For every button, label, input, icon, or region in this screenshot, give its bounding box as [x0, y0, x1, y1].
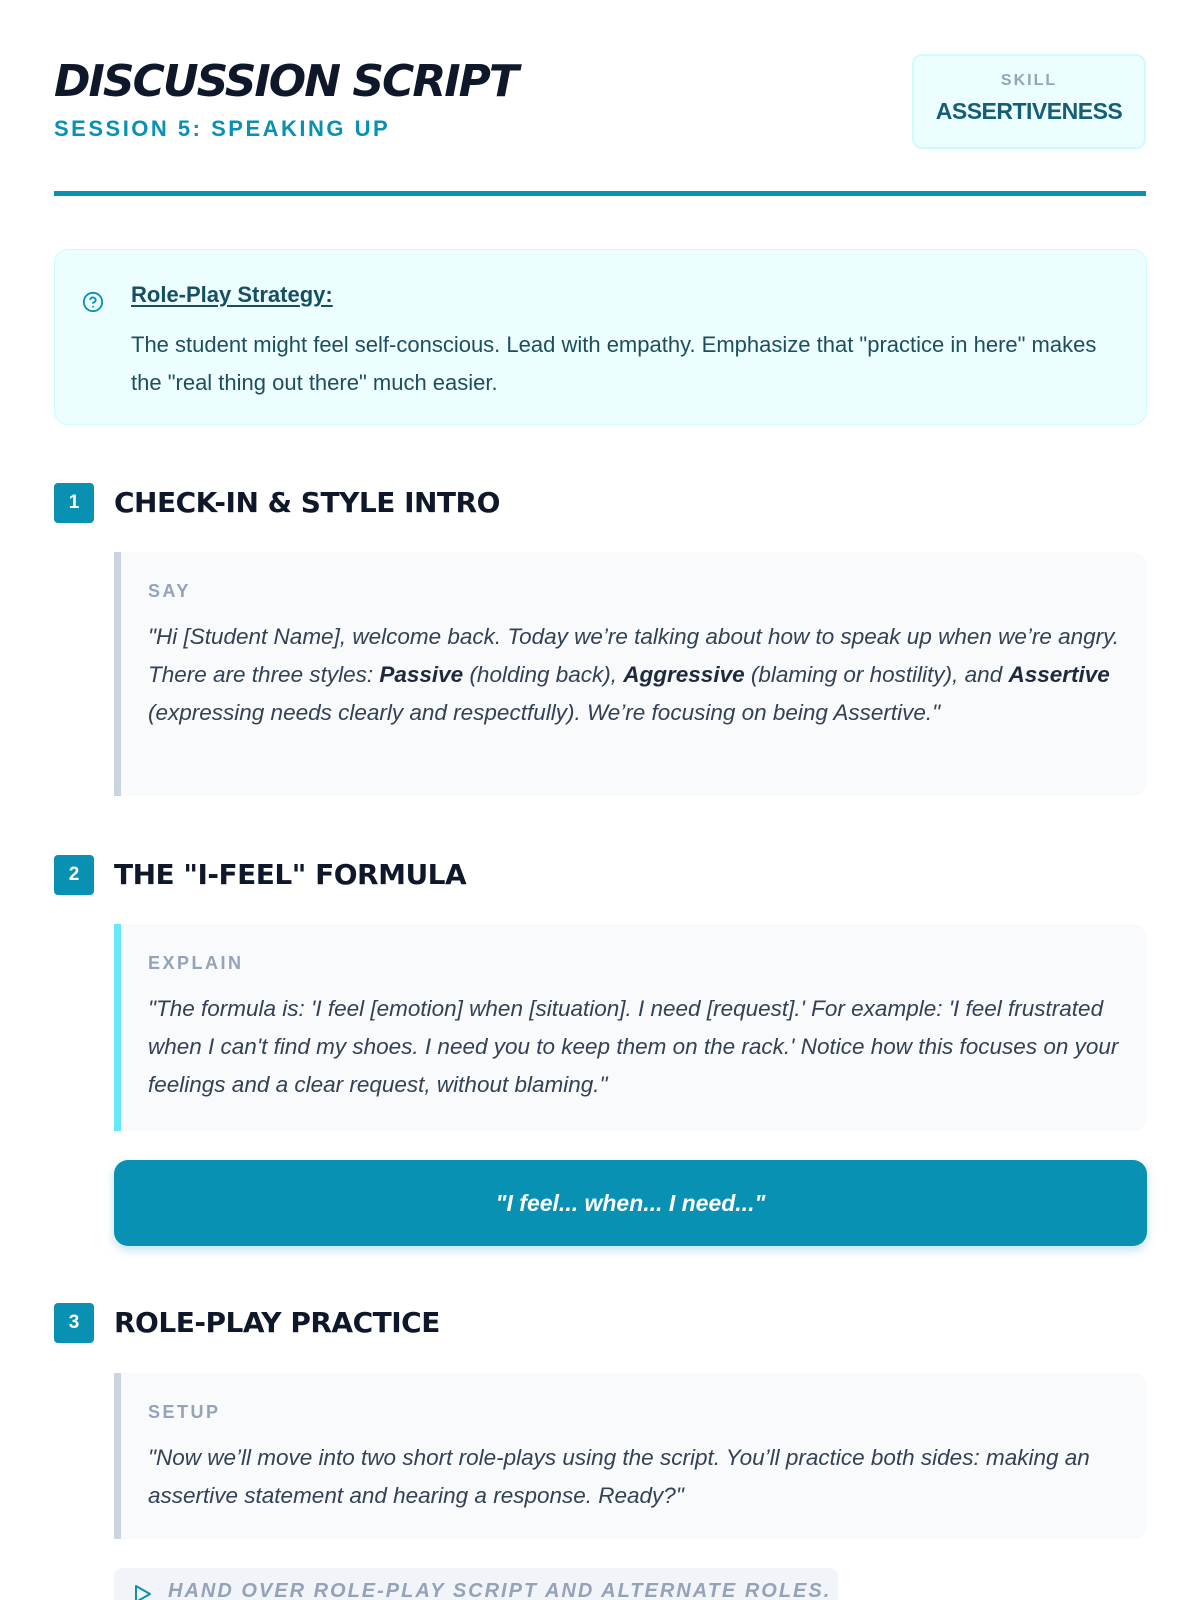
say-card	[114, 552, 1147, 796]
strategy-body: The student might feel self-conscious. Lead with empathy. Emphasize that "practice in here" makes the "real thing out there" much easier.	[131, 332, 1097, 395]
card-label: SETUP	[148, 1402, 221, 1422]
say-text: "Hi [Student Name], welcome back. Today we’re talking about how to speak up when we’re angry. There are three styles: Passive (holding back), Aggressive (blaming or hostility), and Assertive (expressing needs clearly and respectfully). We’re focusing on being Assertive."	[148, 624, 1120, 725]
setup-card	[114, 1373, 1147, 1539]
instruction-text: HAND OVER ROLE-PLAY SCRIPT AND ALTERNATE ROLES.	[168, 1580, 832, 1600]
strategy-callout	[54, 249, 1147, 425]
card-label: EXPLAIN	[148, 953, 244, 973]
setup-text: "Now we’ll move into two short role-plays using the script. You’ll practice both sides: making an assertive statement and hearing a response. Ready?"	[148, 1445, 1090, 1508]
card-label: SAY	[148, 581, 191, 601]
formula-banner: "I feel... when... I need..."	[114, 1160, 1147, 1246]
skill-value: ASSERTIVENESS	[935, 98, 1123, 124]
explain-card	[114, 924, 1147, 1131]
strategy-title: Role-Play Strategy:	[131, 282, 333, 307]
skill-card	[912, 54, 1146, 149]
section-number-badge: 1	[54, 483, 94, 523]
instruction-note	[114, 1568, 838, 1600]
section-number-badge: 2	[54, 855, 94, 895]
section-title: CHECK-IN & STYLE INTRO	[114, 486, 500, 519]
help-circle-icon	[82, 291, 104, 313]
section-title: ROLE-PLAY PRACTICE	[114, 1306, 440, 1339]
section-number-badge: 3	[54, 1303, 94, 1343]
play-icon	[130, 1582, 154, 1600]
section-title: THE "I-FEEL" FORMULA	[114, 858, 467, 891]
header	[54, 0, 1146, 196]
session-subtitle: SESSION 5: SPEAKING UP	[54, 116, 391, 141]
skill-label: SKILL	[1000, 72, 1058, 89]
explain-text: "The formula is: 'I feel [emotion] when [situation]. I need [request].' For example: 'I feel frustrated when I can't find my shoes. I need you to keep them on the rack.' Notice how this focuses on your feelings and a clear request, without blaming."	[148, 996, 1119, 1097]
page-title: DISCUSSION SCRIPT	[54, 56, 517, 107]
